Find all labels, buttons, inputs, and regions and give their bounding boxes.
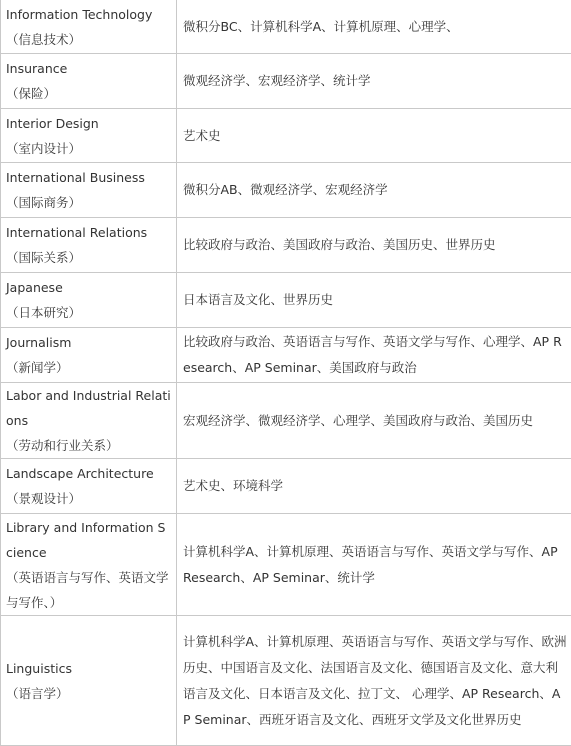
major-name-english: Linguistics <box>6 656 172 681</box>
recommended-courses: 日本语言及文化、世界历史 <box>177 273 571 328</box>
table-row <box>1 514 571 616</box>
major-name-chinese: （英语语言与写作、英语文学与写作、） <box>6 565 172 615</box>
table-row <box>1 109 571 163</box>
table-row <box>1 616 571 746</box>
major-name-english: Interior Design <box>6 111 172 136</box>
major-name-english: International Business <box>6 165 172 190</box>
major-name-chinese: （国际商务） <box>6 190 172 215</box>
major-cell <box>1 328 177 383</box>
major-cell <box>1 459 177 514</box>
table-row <box>1 459 571 514</box>
major-cell <box>1 163 177 218</box>
major-name-english: Landscape Architecture <box>6 461 172 486</box>
recommended-courses: 艺术史、环境科学 <box>177 459 571 514</box>
major-name-english: Japanese <box>6 275 172 300</box>
major-name-english: International Relations <box>6 220 172 245</box>
major-name-english: Insurance <box>6 56 172 81</box>
table-row <box>1 383 571 459</box>
recommended-courses: 宏观经济学、微观经济学、心理学、美国政府与政治、美国历史 <box>177 383 571 459</box>
recommended-courses: 微积分AB、微观经济学、宏观经济学 <box>177 163 571 218</box>
major-name-chinese: （景观设计） <box>6 486 172 511</box>
recommended-courses: 微观经济学、宏观经济学、统计学 <box>177 54 571 109</box>
recommended-courses: 计算机科学A、计算机原理、英语语言与写作、英语文学与写作、欧洲历史、中国语言及文化、法国语言及文化、德国语言及文化、意大利语言及文化、日本语言及文化、拉丁文、 心理学、AP Research、AP Seminar、西班牙语言及文化、西班牙文学及文化世界历史 <box>177 616 571 746</box>
table-row <box>1 0 571 54</box>
recommended-courses: 计算机科学A、计算机原理、英语语言与写作、英语文学与写作、AP Research、AP Seminar、统计学 <box>177 514 571 616</box>
major-cell <box>1 0 177 54</box>
major-name-english: Library and Information Science <box>6 515 172 565</box>
major-cell <box>1 54 177 109</box>
table-row <box>1 273 571 328</box>
major-cell <box>1 109 177 163</box>
major-name-chinese: （日本研究） <box>6 300 172 325</box>
major-cell <box>1 218 177 273</box>
recommended-courses: 微积分BC、计算机科学A、计算机原理、心理学、 <box>177 0 571 54</box>
major-name-chinese: （新闻学） <box>6 355 172 380</box>
table-row <box>1 54 571 109</box>
major-name-chinese: （室内设计） <box>6 136 172 161</box>
major-cell <box>1 616 177 746</box>
major-name-english: Journalism <box>6 330 172 355</box>
table-row <box>1 328 571 383</box>
major-name-chinese: （语言学） <box>6 681 172 706</box>
table-row <box>1 218 571 273</box>
recommended-courses: 比较政府与政治、美国政府与政治、美国历史、世界历史 <box>177 218 571 273</box>
major-name-english: Labor and Industrial Relations <box>6 383 172 433</box>
major-name-chinese: （劳动和行业关系） <box>6 433 172 458</box>
major-cell <box>1 273 177 328</box>
major-name-english: Information Technology <box>6 2 172 27</box>
major-name-chinese: （信息技术） <box>6 27 172 52</box>
major-name-chinese: （国际关系） <box>6 245 172 270</box>
table-row <box>1 163 571 218</box>
recommended-courses: 比较政府与政治、英语语言与写作、英语文学与写作、心理学、AP Research、AP Seminar、美国政府与政治 <box>177 328 571 383</box>
major-cell <box>1 383 177 459</box>
major-cell <box>1 514 177 616</box>
major-name-chinese: （保险） <box>6 81 172 106</box>
recommended-courses: 艺术史 <box>177 109 571 163</box>
